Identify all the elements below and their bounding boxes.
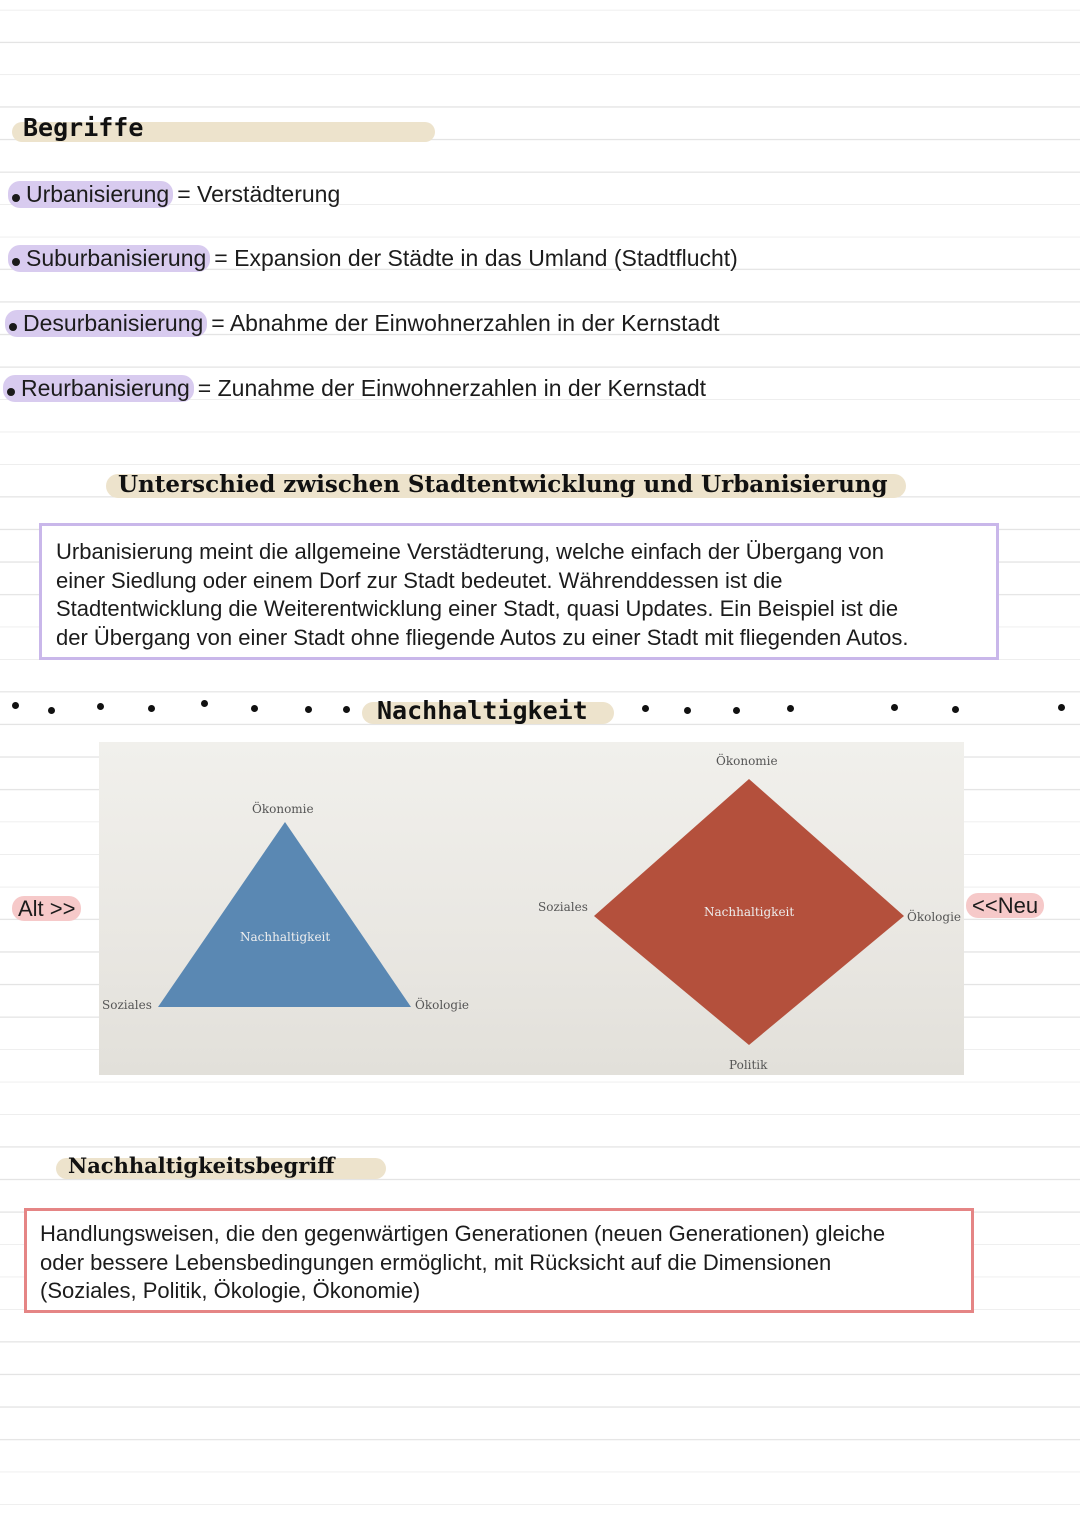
triangle-label-top: Ökonomie: [252, 802, 314, 816]
nachhaltigkeit-heading: Nachhaltigkeit: [377, 696, 588, 725]
unterschied-line: Stadtentwicklung die Weiterentwicklung einer Stadt, quasi Updates. Ein Beispiel ist die: [56, 596, 899, 621]
diamond-label-center: Nachhaltigkeit: [704, 905, 795, 919]
decor-dot: [684, 707, 691, 714]
decor-dot: [343, 706, 350, 713]
decor-dot: [48, 707, 55, 714]
decor-dot: [97, 703, 104, 710]
term-row-reurbanisierung: [3, 375, 706, 402]
nachhaltigkeit-diagram: [99, 742, 964, 1075]
diamond-label-right: Ökologie: [907, 910, 962, 924]
decor-dot: [12, 702, 19, 709]
triangle-label-left: Soziales: [102, 998, 152, 1012]
nachhaltigkeit-diagram-svg: [99, 742, 964, 1075]
triangle-label-center: Nachhaltigkeit: [240, 930, 331, 944]
term-label: Urbanisierung: [26, 181, 170, 207]
term-highlight: [8, 245, 210, 272]
diamond-label-top: Ökonomie: [716, 754, 778, 768]
begriff-box: [24, 1208, 974, 1313]
term-row-suburbanisierung: [8, 245, 738, 272]
begriff-line: (Soziales, Politik, Ökologie, Ökonomie): [40, 1278, 421, 1303]
diamond-label-left: Soziales: [538, 900, 588, 914]
begriff-heading: Nachhaltigkeitsbegriff: [68, 1153, 335, 1178]
decor-dot: [305, 706, 312, 713]
triangle-label-right: Ökologie: [415, 998, 470, 1012]
term-row-urbanisierung: [8, 181, 340, 208]
term-definition: = Zunahme der Einwohnerzahlen in der Kernstadt: [197, 375, 707, 401]
decor-dot: [251, 705, 258, 712]
alt-label: Alt >>: [12, 896, 81, 921]
triangle-shape: [158, 822, 411, 1007]
decor-dot: [1058, 704, 1065, 711]
begriff-line: Handlungsweisen, die den gegenwärtigen Generationen (neuen Generationen) gleiche: [40, 1221, 886, 1246]
bullet-icon: [12, 258, 20, 266]
unterschied-line: Urbanisierung meint die allgemeine Verstädterung, welche einfach der Übergang von: [56, 539, 884, 564]
decor-dot: [642, 705, 649, 712]
decor-dot: [733, 707, 740, 714]
term-label: Suburbanisierung: [26, 245, 207, 271]
term-row-desurbanisierung: [5, 310, 720, 337]
term-definition: = Expansion der Städte in das Umland (Stadtflucht): [214, 245, 738, 271]
unterschied-box: [39, 523, 999, 660]
begriff-line: oder bessere Lebensbedingungen ermöglicht, mit Rücksicht auf die Dimensionen: [40, 1249, 832, 1275]
term-highlight: [5, 310, 207, 337]
decor-dot: [891, 704, 898, 711]
begriffe-heading: Begriffe: [23, 113, 144, 142]
decor-dot: [952, 706, 959, 713]
bullet-icon: [12, 194, 20, 202]
decor-dot: [787, 705, 794, 712]
neu-label: <<Neu: [966, 893, 1044, 918]
decor-dot: [201, 700, 208, 707]
term-label: Reurbanisierung: [21, 375, 190, 401]
term-highlight: [3, 375, 194, 402]
unterschied-line: einer Siedlung oder einem Dorf zur Stadt bedeutet. Währenddessen ist die: [56, 567, 783, 593]
unterschied-line: der Übergang von einer Stadt ohne fliegende Autos zu einer Stadt mit fliegenden Autos.: [56, 624, 909, 650]
term-definition: = Verstädterung: [177, 181, 341, 207]
diamond-label-bottom: Politik: [729, 1058, 768, 1072]
term-label: Desurbanisierung: [23, 310, 204, 336]
bullet-icon: [9, 323, 17, 331]
term-definition: = Abnahme der Einwohnerzahlen in der Kernstadt: [211, 310, 720, 336]
decor-dot: [148, 705, 155, 712]
term-highlight: [8, 181, 173, 208]
bullet-icon: [7, 388, 15, 396]
unterschied-heading: Unterschied zwischen Stadtentwicklung und Urbanisierung: [118, 471, 888, 498]
